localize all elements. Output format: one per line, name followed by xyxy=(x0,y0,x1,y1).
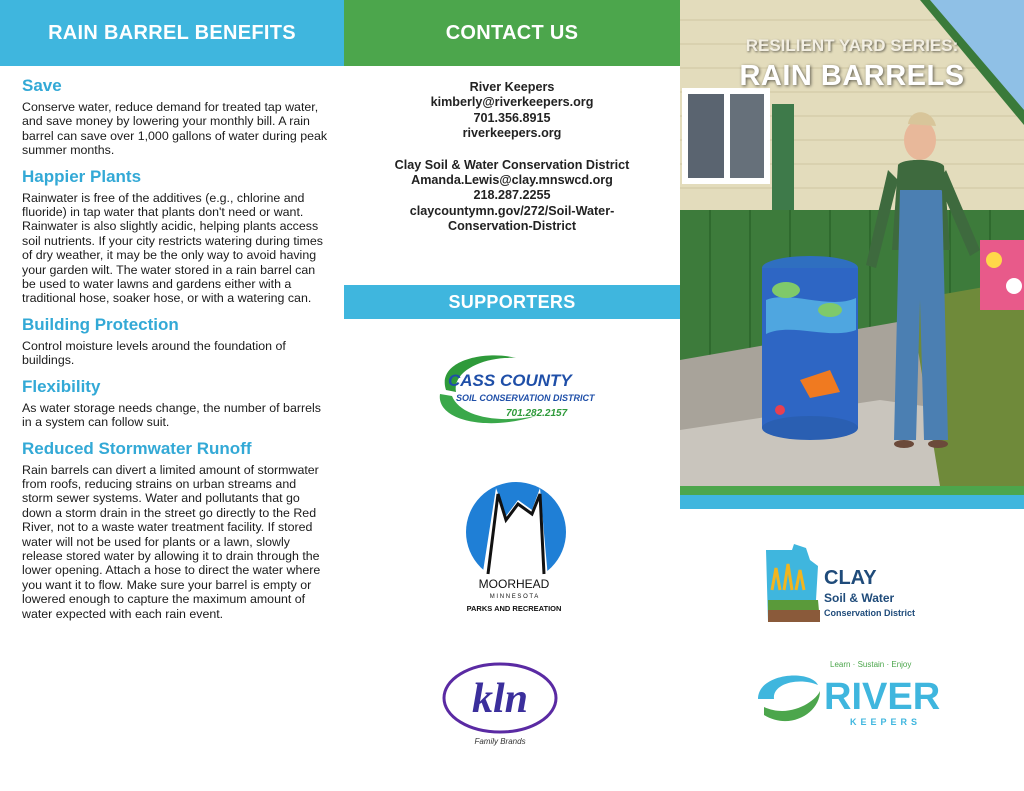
contact-river-keepers xyxy=(344,80,680,142)
contact-header-text: CONTACT US xyxy=(445,21,579,44)
benefit-flexibility xyxy=(22,377,330,430)
contact-email[interactable]: kimberly@riverkeepers.org xyxy=(430,95,594,110)
divider-blue xyxy=(680,495,1024,509)
clay-line2: Soil & Water xyxy=(824,591,895,605)
benefit-title: Building Protection xyxy=(22,314,179,334)
river-sub: KEEPERS xyxy=(850,717,922,727)
river-name: RIVER xyxy=(824,676,941,718)
contact-phone: 218.287.2255 xyxy=(473,188,551,203)
cover-title: RAIN BARRELS xyxy=(739,60,965,92)
cass-phone: 701.282.2157 xyxy=(506,408,568,419)
moorhead-dept: PARKS AND RECREATION xyxy=(466,604,562,613)
kln-name: kln xyxy=(471,676,529,722)
contact-website-cont[interactable]: Conservation-District xyxy=(447,219,577,234)
benefit-body: Rain barrels can divert a limited amount of stormwater from roofs, reducing strains on urban streams and storm sewer systems. Water and pollutants that go down a storm drain in the street go directly to the Red River, not to a waste water treatment facility. If stored water will not be used for plants or a lawn, slowly release stored water by allowing it to drain through the lower opening. Attach a hose to direct the water where you want it to flow. Make sure your barrel is empty or lowered enough to capture the maximum amount of water expected with each rain event. xyxy=(22,462,321,621)
clay-name: CLAY xyxy=(824,567,877,589)
contact-website[interactable]: claycountymn.gov/272/Soil-Water- xyxy=(409,203,615,218)
benefit-title: Save xyxy=(22,76,62,95)
benefit-save xyxy=(22,76,330,158)
contact-org: River Keepers xyxy=(469,80,555,94)
benefits-header xyxy=(0,0,344,66)
benefits-list xyxy=(0,66,344,621)
supporters-header-text: SUPPORTERS xyxy=(448,291,576,312)
kln-family-brands-logo xyxy=(440,662,560,747)
moorhead-parks-logo xyxy=(444,480,584,620)
contact-clay-swcd xyxy=(344,158,680,235)
cass-subtitle: SOIL CONSERVATION DISTRICT xyxy=(456,393,595,403)
clay-line3: Conservation District xyxy=(824,608,916,618)
contact-header xyxy=(344,0,680,66)
river-tagline: Learn · Sustain · Enjoy xyxy=(830,660,912,669)
cass-name: CASS COUNTY xyxy=(448,371,572,390)
benefit-happier-plants xyxy=(22,167,330,306)
cover-panel xyxy=(680,0,1024,791)
benefit-title: Happier Plants xyxy=(22,166,142,186)
divider-green xyxy=(680,486,1024,495)
kln-tagline: Family Brands xyxy=(474,737,526,746)
contact-email[interactable]: Amanda.Lewis@clay.mnswcd.org xyxy=(411,173,613,188)
cass-county-logo xyxy=(426,350,606,430)
contact-website[interactable]: riverkeepers.org xyxy=(462,126,562,141)
benefits-panel xyxy=(0,0,344,791)
benefit-title: Reduced Stormwater Runoff xyxy=(22,438,252,458)
cover-photo xyxy=(680,0,1024,486)
benefit-body: As water storage needs change, the number of barrels in a system can follow suit. xyxy=(22,400,321,430)
contact-info xyxy=(344,66,680,235)
contact-phone: 701.356.8915 xyxy=(473,110,551,125)
benefit-title: Flexibility xyxy=(22,376,101,396)
contact-org: Clay Soil & Water Conservation District xyxy=(394,157,630,172)
river-keepers-logo xyxy=(750,655,950,735)
benefit-stormwater-runoff xyxy=(22,439,330,621)
moorhead-state: M I N N E S O T A xyxy=(489,594,539,600)
clay-swcd-logo xyxy=(762,540,942,630)
supporters-header xyxy=(344,285,680,319)
series-title: RESILIENT YARD SERIES: xyxy=(745,36,959,55)
benefits-header-text: RAIN BARREL BENEFITS xyxy=(48,21,296,44)
moorhead-name: MOORHEAD xyxy=(478,577,550,591)
benefit-body: Control moisture levels around the foundation of buildings. xyxy=(22,338,286,368)
contact-panel xyxy=(344,0,680,791)
benefit-body: Rainwater is free of the additives (e.g., chlorine and fluoride) in tap water that plants don't need or want. Rainwater is also slightly acidic, helping plants access soil nutrients. If your city restricts watering during times of dry weather, it may be the only way to avoid having your garden wilt. The water stored in a rain barrel can be used to water lawns and gardens either with a traditional hose, soaker hose, or with a watering can. xyxy=(22,190,323,306)
benefit-building-protection xyxy=(22,315,330,368)
benefit-body: Conserve water, reduce demand for treated tap water, and save money by lowering your monthly bill. A rain barrel can save over 1,000 gallons of water during peak summer months. xyxy=(22,100,328,158)
